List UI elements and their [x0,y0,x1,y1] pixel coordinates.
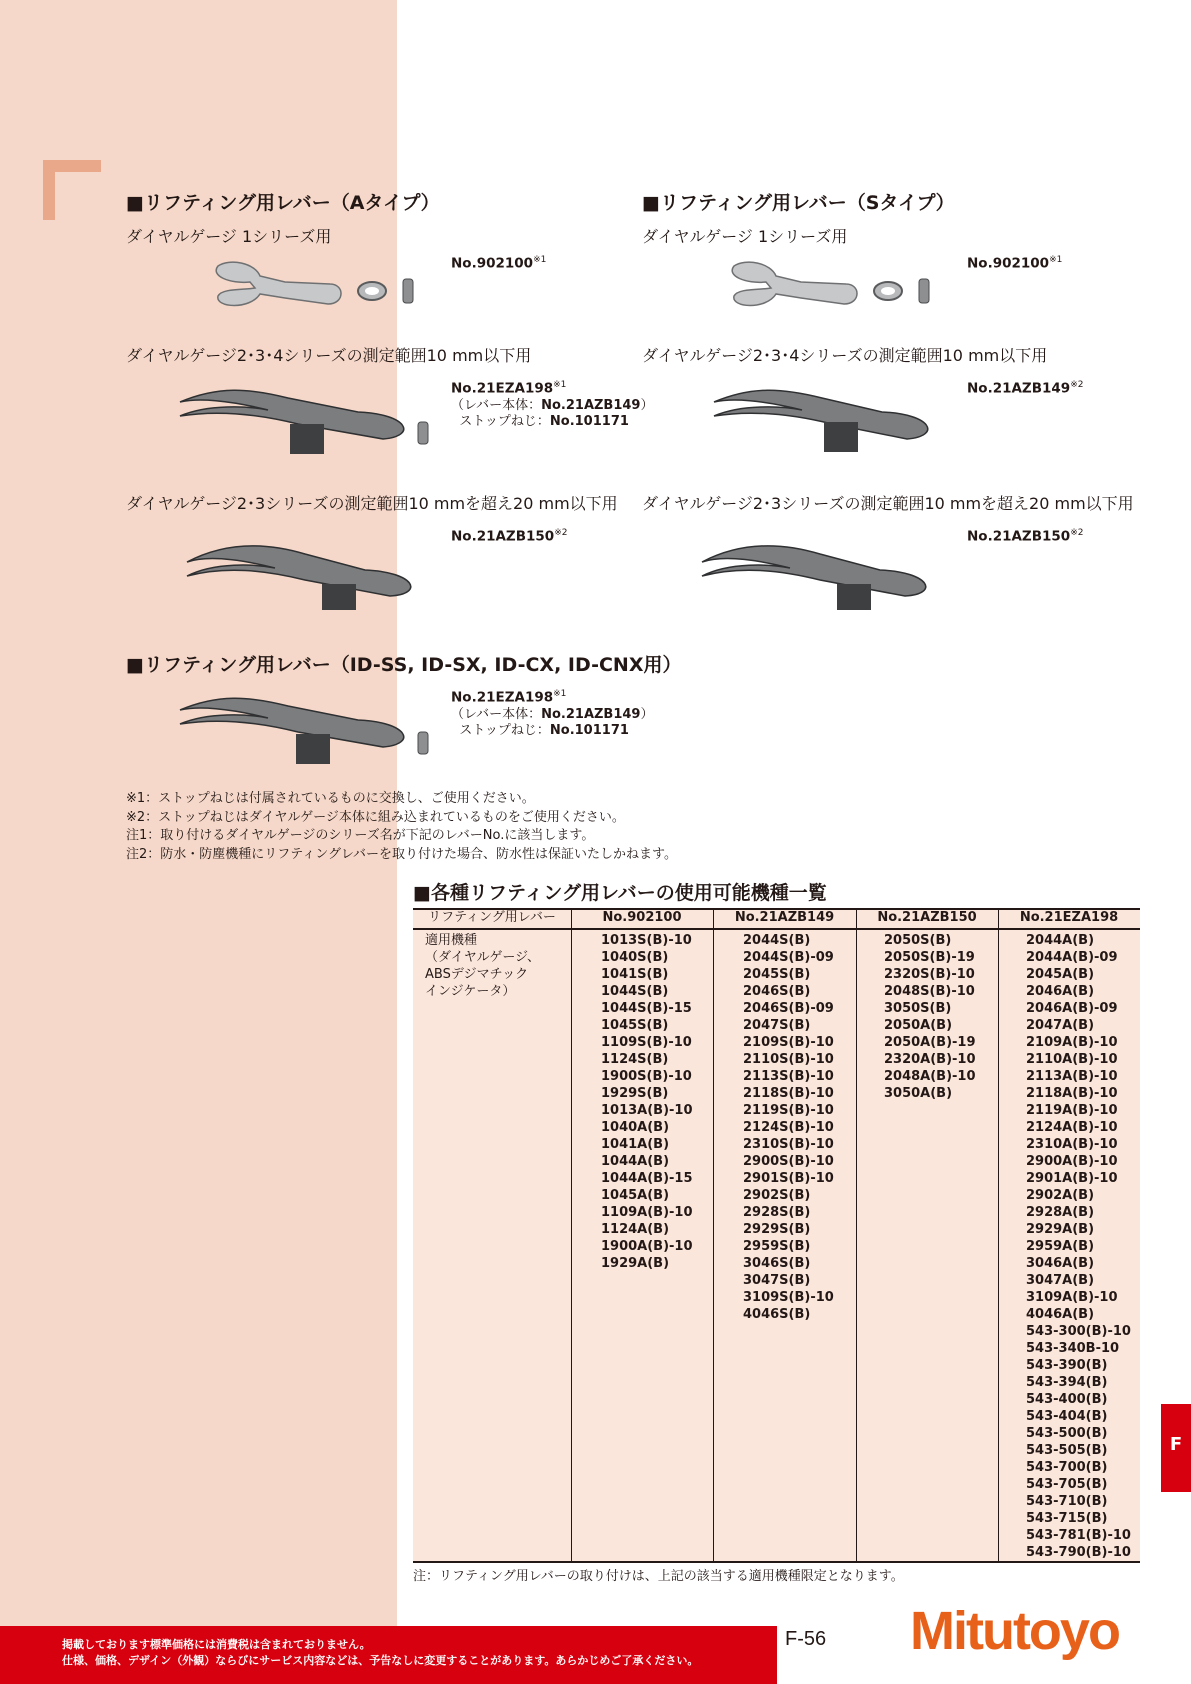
table-row-label-line: 適用機種 [425,933,478,948]
table-column-902100 [601,932,693,1272]
section-title-s-type: ■リフティング用レバー（Sタイプ） [642,192,955,214]
table-cell: 2050A(B)-19 [884,1035,976,1050]
row-label-series234-a: ダイヤルゲージ2･3･4シリーズの測定範囲10 mm以下用 [126,346,532,365]
table-cell: 2046S(B)-09 [743,1001,834,1016]
table-cell: 1109S(B)-10 [601,1035,692,1050]
table-cell: 2044S(B)-09 [743,950,834,965]
corner-mark [43,160,101,220]
table-header-label: リフティング用レバー [428,910,556,925]
table-cell: 1900A(B)-10 [601,1239,693,1254]
table-cell: 2901S(B)-10 [743,1171,834,1186]
table-title: ■各種リフティング用レバーの使用可能機種一覧 [413,882,827,904]
notes [126,790,677,864]
table-cell: 543-500(B) [1026,1426,1108,1441]
table-cell: 2044S(B) [743,933,811,948]
table-cell: 2109S(B)-10 [743,1035,834,1050]
footer-note-2: 仕様、価格、デザイン（外観）ならびにサービス内容などは、予告なしに変更することがあります。あらかじめご了承ください。 [62,1654,699,1667]
lever-a1-image [210,258,420,313]
brand-logo: Mitutoyo [910,1601,1119,1661]
table-cell: 2310S(B)-10 [743,1137,834,1152]
lever-s1-image [726,258,936,313]
table-cell: 2118S(B)-10 [743,1086,834,1101]
table-cell: 2047A(B) [1026,1018,1095,1033]
table-cell: 543-404(B) [1026,1409,1108,1424]
table-cell: 1124A(B) [601,1222,670,1237]
table-cell: 543-400(B) [1026,1392,1108,1407]
table-cell: 1040S(B) [601,950,669,965]
table-cell: 1929S(B) [601,1086,669,1101]
table-cell: 543-340B-10 [1026,1341,1120,1356]
table-column-21eza198 [1026,932,1131,1561]
row-label-series23-a: ダイヤルゲージ2･3シリーズの測定範囲10 mmを超え20 mm以下用 [126,494,618,513]
note-1: ※1：ストップねじは付属されているものに交換し、ご使用ください。 [126,791,535,806]
table-cell: 2902S(B) [743,1188,811,1203]
part-detail-a2: （レバー本体：No.21AZB149） ストップねじ：No.101171 [451,398,654,429]
part-detail-id1: （レバー本体：No.21AZB149） ストップねじ：No.101171 [451,707,654,738]
table-cell: 3046A(B) [1026,1256,1095,1271]
part-number-s2: No.21AZB149$^{※2}$ [967,380,1084,397]
table-cell: 2048A(B)-10 [884,1069,976,1084]
table-cell: 2119S(B)-10 [743,1103,834,1118]
lever-id1-image [178,692,438,770]
table-cell: 1044S(B)-15 [601,1001,692,1016]
table-cell: 2109A(B)-10 [1026,1035,1118,1050]
table-cell: 2050S(B) [884,933,952,948]
table-cell: 2046A(B) [1026,984,1095,999]
table-cell: 2320S(B)-10 [884,967,975,982]
row-label-series234-s: ダイヤルゲージ2･3･4シリーズの測定範囲10 mm以下用 [642,346,1048,365]
table-cell: 2119A(B)-10 [1026,1103,1118,1118]
table-cell: 2959S(B) [743,1239,811,1254]
table-cell: 1041A(B) [601,1137,670,1152]
table-header-col-2: No.21AZB149 [734,910,835,925]
lever-a2-image [178,384,438,460]
table-cell: 1929A(B) [601,1256,670,1271]
table-column-21azb149 [743,932,834,1323]
table-cell: 2045A(B) [1026,967,1095,982]
part-number-s1: No.902100$^{※1}$ [967,255,1063,272]
table-cell: 2110A(B)-10 [1026,1052,1118,1067]
table-cell: 543-505(B) [1026,1443,1108,1458]
footer-bar [0,1626,777,1684]
table-cell: 2046S(B) [743,984,811,999]
table-cell: 2902A(B) [1026,1188,1095,1203]
table-cell: 2124S(B)-10 [743,1120,834,1135]
part-number-id1: No.21EZA198$^{※1}$ [451,689,567,706]
table-row-label-line: ABSデジマチック [425,967,529,982]
table-cell: 4046A(B) [1026,1307,1095,1322]
section-tab-f[interactable]: F [1161,1404,1191,1492]
table-header-col-4: No.21EZA198 [1019,910,1119,925]
table-cell: 543-710(B) [1026,1494,1108,1509]
table-cell: 543-790(B)-10 [1026,1545,1131,1560]
table-cell: 2310A(B)-10 [1026,1137,1118,1152]
table-cell: 2929A(B) [1026,1222,1095,1237]
row-label-series1-a: ダイヤルゲージ 1シリーズ用 [126,227,332,246]
table-cell: 2959A(B) [1026,1239,1095,1254]
table-cell: 2901A(B)-10 [1026,1171,1118,1186]
lever-s2-image [712,384,942,460]
table-cell: 3109S(B)-10 [743,1290,834,1305]
table-cell: 1900S(B)-10 [601,1069,692,1084]
table-cell: 1124S(B) [601,1052,669,1067]
table-cell: 2124A(B)-10 [1026,1120,1118,1135]
table-cell: 3050S(B) [884,1001,952,1016]
table-cell: 2320A(B)-10 [884,1052,976,1067]
table-cell: 3046S(B) [743,1256,811,1271]
table-column-21azb150 [884,932,976,1102]
table-cell: 2044A(B) [1026,933,1095,948]
table-cell: 3047A(B) [1026,1273,1095,1288]
note-2: ※2：ストップねじはダイヤルゲージ本体に組み込まれているものをご使用ください。 [126,809,625,825]
table-cell: 2113S(B)-10 [743,1069,834,1084]
table-cell: 1045S(B) [601,1018,669,1033]
part-number-a2: No.21EZA198$^{※1}$ [451,380,567,397]
table-cell: 1041S(B) [601,967,669,982]
compatibility-table [413,908,1140,1563]
row-label-series23-s: ダイヤルゲージ2･3シリーズの測定範囲10 mmを超え20 mm以下用 [642,494,1134,513]
note-3: 注1：取り付けるダイヤルゲージのシリーズ名が下記のレバーNo.に該当します。 [126,828,595,843]
table-row-label [425,932,540,1000]
row-label-series1-s: ダイヤルゲージ 1シリーズ用 [642,227,848,246]
table-cell: 2047S(B) [743,1018,811,1033]
table-cell: 1044S(B) [601,984,669,999]
table-cell: 543-390(B) [1026,1358,1108,1373]
table-cell: 3047S(B) [743,1273,811,1288]
table-cell: 2900S(B)-10 [743,1154,834,1169]
lever-a3-image [185,532,435,612]
table-cell: 4046S(B) [743,1307,811,1322]
note-4: 注2：防水・防塵機種にリフティングレバーを取り付けた場合、防水性は保証いたしかねます。 [126,846,678,862]
table-row-label-line: （ダイヤルゲージ、 [425,950,541,965]
table-cell: 2044A(B)-09 [1026,950,1118,965]
table-cell: 543-700(B) [1026,1460,1108,1475]
table-cell: 543-300(B)-10 [1026,1324,1131,1339]
table-cell: 3109A(B)-10 [1026,1290,1118,1305]
section-title-a-type: ■リフティング用レバー（Aタイプ） [126,192,440,214]
table-cell: 2050S(B)-19 [884,950,975,965]
table-cell: 2113A(B)-10 [1026,1069,1118,1084]
table-header-col-1: No.902100 [602,910,682,925]
table-cell: 2900A(B)-10 [1026,1154,1118,1169]
table-cell: 1040A(B) [601,1120,670,1135]
table-cell: 2118A(B)-10 [1026,1086,1118,1101]
table-cell: 543-705(B) [1026,1477,1108,1492]
table-cell: 543-394(B) [1026,1375,1108,1390]
footer-note-1: 掲載しております標準価格には消費税は含まれておりません。 [62,1638,371,1651]
part-number-a3: No.21AZB150$^{※2}$ [451,528,568,545]
table-cell: 543-715(B) [1026,1511,1108,1526]
part-number-a1: No.902100$^{※1}$ [451,255,547,272]
table-cell: 2928S(B) [743,1205,811,1220]
table-cell: 2050A(B) [884,1018,953,1033]
table-cell: 1045A(B) [601,1188,670,1203]
table-header-col-3: No.21AZB150 [877,910,977,925]
table-cell: 543-781(B)-10 [1026,1528,1131,1543]
table-cell: 1013A(B)-10 [601,1103,693,1118]
table-cell: 2928A(B) [1026,1205,1095,1220]
table-row-label-line: インジケータ） [425,984,516,999]
table-cell: 2929S(B) [743,1222,811,1237]
page-number: F-56 [785,1628,827,1650]
table-cell: 2046A(B)-09 [1026,1001,1118,1016]
table-footnote: 注：リフティング用レバーの取り付けは、上記の該当する適用機種限定となります。 [413,1569,904,1584]
table-cell: 2110S(B)-10 [743,1052,834,1067]
table-cell: 3050A(B) [884,1086,953,1101]
part-number-s3: No.21AZB150$^{※2}$ [967,528,1084,545]
lever-s3-image [700,532,950,612]
table-cell: 2045S(B) [743,967,811,982]
table-cell: 1109A(B)-10 [601,1205,693,1220]
table-cell: 2048S(B)-10 [884,984,975,999]
section-title-id-type: ■リフティング用レバー（ID-SS, ID-SX, ID-CX, ID-CNX用） [126,654,682,676]
table-cell: 1013S(B)-10 [601,933,692,948]
table-cell: 1044A(B)-15 [601,1171,693,1186]
table-cell: 1044A(B) [601,1154,670,1169]
